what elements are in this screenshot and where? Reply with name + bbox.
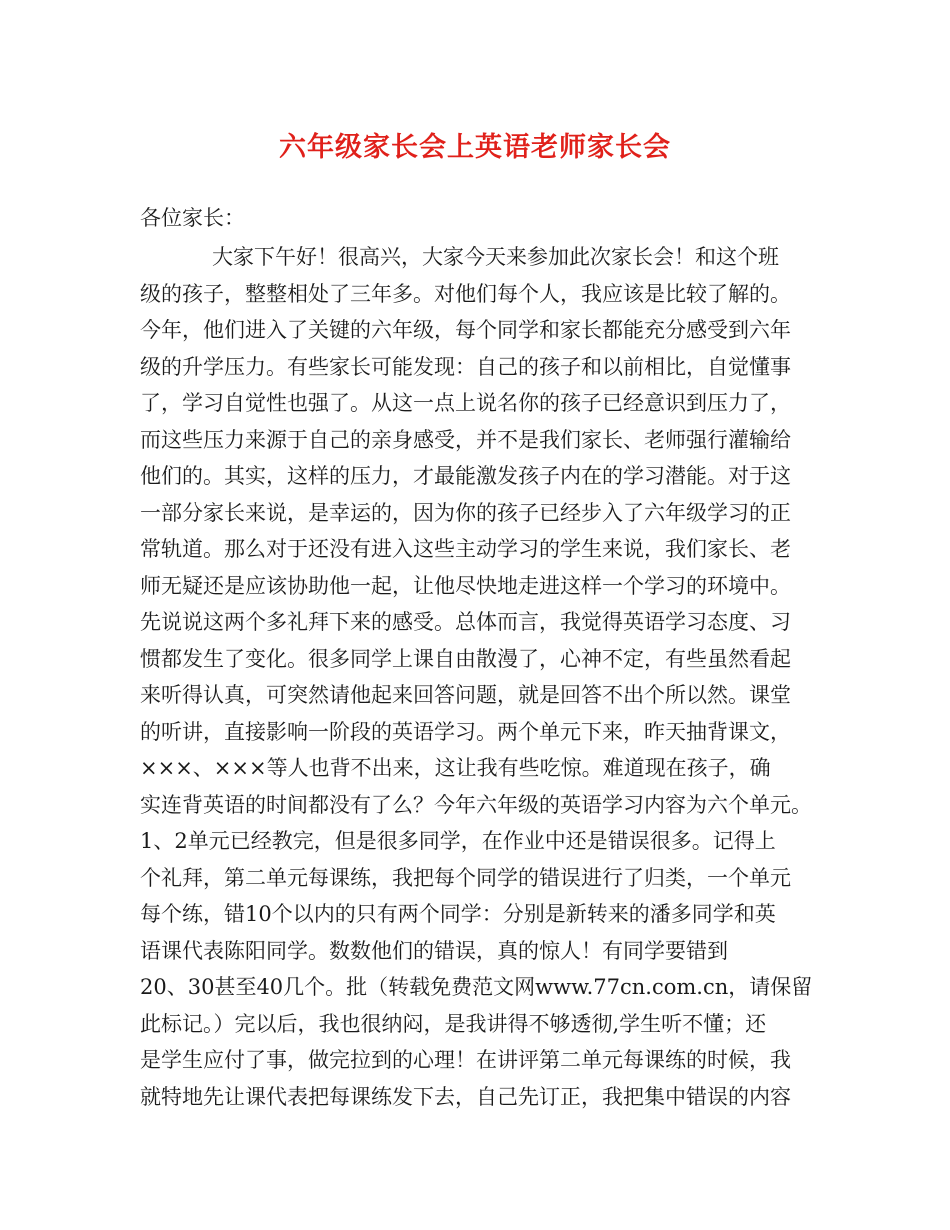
body-line: 级的孩子，整整相处了三年多。对他们每个人，我应该是比较了解的。 [140,281,791,306]
salutation: 各位家长： [140,206,245,230]
body-line: 了，学习自觉性也强了。从这一点上说名你的孩子已经意识到压力了， [140,391,791,415]
body-line: 而这些压力来源于自己的亲身感受，并不是我们家长、老师强行灌输给 [140,427,791,452]
body-line: 个礼拜，第二单元每课练，我把每个同学的错误进行了归类，一个单元 [140,865,791,890]
body-line: 实连背英语的时间都没有了么？今年六年级的英语学习内容为六个单元。 [140,792,812,817]
body-line: 每个练，错10个以内的只有两个同学：分别是新转来的潘多同学和英 [140,902,776,926]
body-line: 师无疑还是应该协助他一起，让他尽快地走进这样一个学习的环境中。 [140,573,791,598]
body-line: 级的升学压力。有些家长可能发现：自己的孩子和以前相比，自觉懂事 [140,354,791,379]
body-line: 今年，他们进入了关键的六年级，每个同学和家长都能充分感受到六年 [140,318,791,342]
body-line: 此标记。）完以后，我也很纳闷，是我讲得不够透彻,学生听不懂；还 [140,1011,767,1036]
body-line: 一部分家长来说，是幸运的，因为你的孩子已经步入了六年级学习的正 [140,500,791,525]
body-line: 来听得认真，可突然请他起来回答问题，就是回答不出个所以然。课堂 [140,683,791,707]
body-text [140,239,840,1115]
body-line: 1、2单元已经教完，但是很多同学，在作业中还是错误很多。记得上 [140,829,776,853]
document-title: 六年级家长会上英语老师家长会 [279,132,671,163]
body-line: 惯都发生了变化。很多同学上课自由散漫了，心神不定，有些虽然看起 [140,646,791,671]
body-line: 语课代表陈阳同学。数数他们的错误，真的惊人！有同学要错到 [140,938,728,963]
body-line: 是学生应付了事，做完拉到的心理！在讲评第二单元每课练的时候，我 [140,1048,791,1072]
body-line: 的听讲，直接影响一阶段的英语学习。两个单元下来，昨天抽背课文， [140,719,791,744]
body-line: ×××、×××等人也背不出来，这让我有些吃惊。难道现在孩子，确 [140,756,771,780]
body-line: 20、30甚至40几个。批（转载免费范文网www.77cn.com.cn，请保留 [140,975,813,999]
body-line: 他们的。其实，这样的压力，才最能激发孩子内在的学习潜能。对于这 [140,464,791,488]
body-line: 就特地先让课代表把每课练发下去，自己先订正，我把集中错误的内容 [140,1084,791,1109]
body-line: 大家下午好！很高兴，大家今天来参加此次家长会！和这个班 [212,245,779,269]
body-line: 先说说这两个多礼拜下来的感受。总体而言，我觉得英语学习态度、习 [140,610,791,634]
body-line: 常轨道。那么对于还没有进入这些主动学习的学生来说，我们家长、老 [140,537,791,561]
